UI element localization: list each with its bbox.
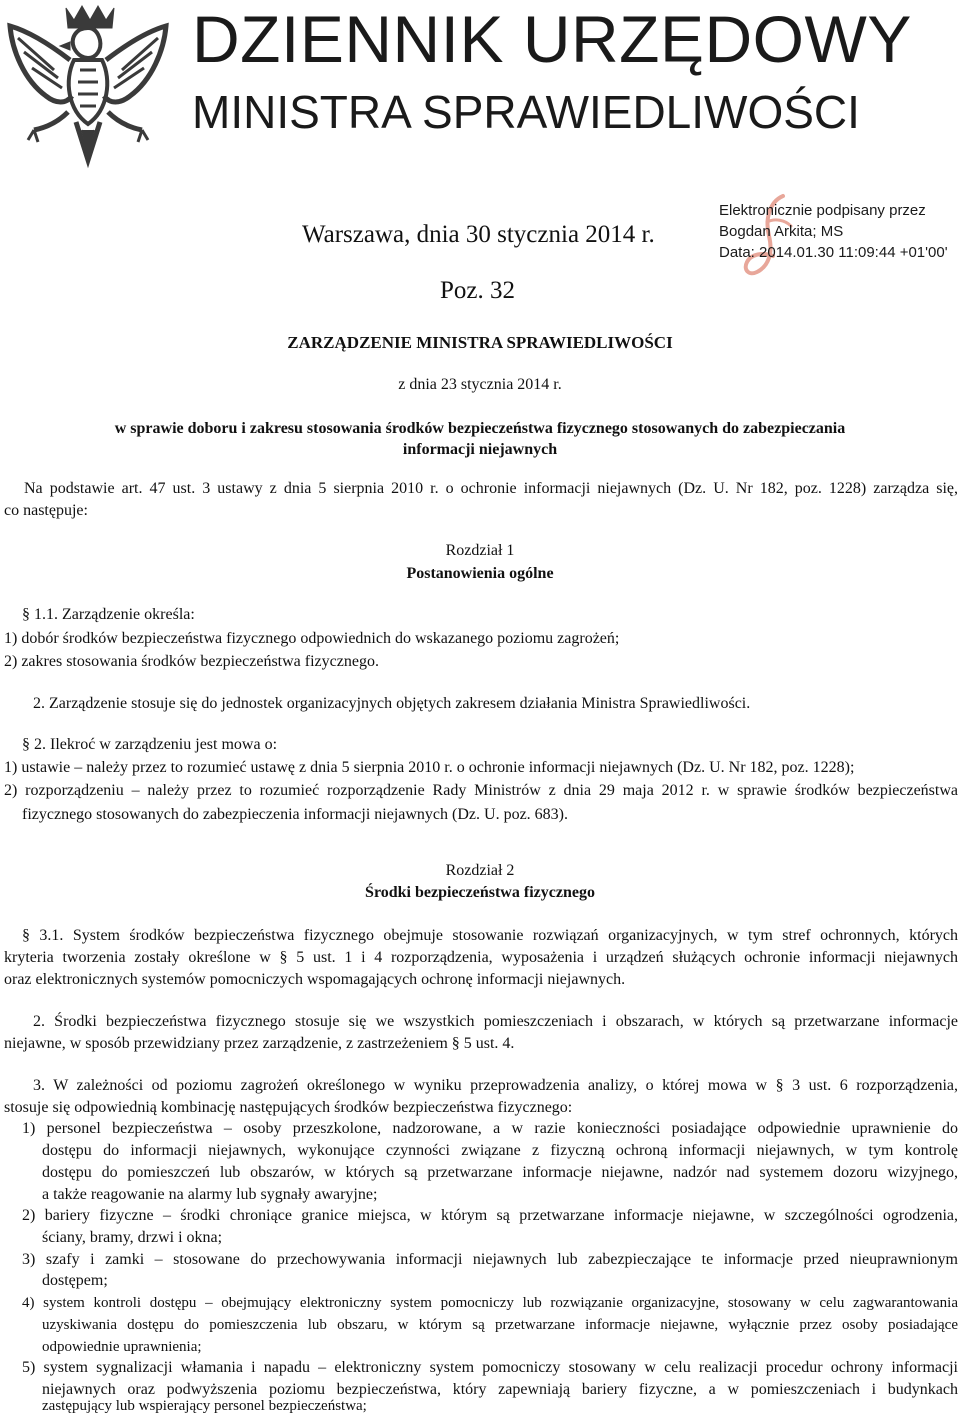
- measure-item-4-line-3: odpowiednie uprawnienia;: [42, 1339, 202, 1355]
- paragraph-2-item-2-line-1: 2) rozporządzeniu – należy przez to rozumieć rozporządzenie Rady Ministrów z dnia 29 maja 2012 r. w sprawie środków bezpieczeństwa: [4, 782, 958, 799]
- document-subject-line-2: informacji niejawnych: [402, 441, 558, 458]
- polish-eagle-emblem-icon: [4, 0, 172, 172]
- measure-item-2-line-1: 2) bariery fizyczne – środki chroniące granice miejsca, w którym są przetwarzane informacje niejawne, w szczególności ogrodzenia,: [22, 1207, 958, 1224]
- signature-signed-by: Elektronicznie podpisany przez: [719, 202, 926, 219]
- paragraph-3-2-line-1: 2. Środki bezpieczeństwa fizycznego stosuje się we wszystkich pomieszczeniach i obszarach, w których są przetwarzane informacje: [33, 1013, 958, 1030]
- paragraph-2-item-2-line-2: fizycznego stosowanych do zabezpieczenia informacji niejawnych (Dz. U. poz. 683).: [22, 806, 568, 823]
- measure-item-3-line-1: 3) szafy i zamki – stosowane do przechowywania informacji niejawnych lub zabezpieczające te informacje przed nieuprawnionym: [22, 1251, 958, 1268]
- paragraph-3-1-line-1: § 3.1. System środków bezpieczeństwa fizycznego obejmuje stosowanie rozwiązań organizacyjnych, w tym stref ochronnych, których: [22, 927, 958, 944]
- paragraph-1-2: 2. Zarządzenie stosuje się do jednostek organizacyjnych objętych zakresem działania Ministra Sprawiedliwości.: [33, 695, 751, 712]
- chapter-1-title: Postanowienia ogólne: [406, 565, 554, 582]
- journal-title: DZIENNIK URZĘDOWY: [192, 2, 912, 76]
- measure-item-3-line-2: dostępem;: [42, 1272, 108, 1289]
- paragraph-1-1-item-2: 2) zakres stosowania środków bezpieczeństwa fizycznego.: [4, 653, 379, 670]
- measure-item-5-line-2: niejawnych oraz podwyższenia poziomu bezpieczeństwa, który zapewniają bariery fizyczne, a w pomieszczeniach i budynkach: [42, 1381, 958, 1398]
- position-number: Poz. 32: [440, 277, 515, 304]
- paragraph-3-1-line-2: kryteria tworzenia zostały określone w § 5 ust. 1 i 4 rozporządzenia, wyposażenia i urządzeń służących ochronie informacji niejawnych: [4, 949, 958, 966]
- document-heading: ZARZĄDZENIE MINISTRA SPRAWIEDLIWOŚCI: [287, 333, 673, 352]
- chapter-2-label: Rozdział 2: [445, 862, 515, 879]
- chapter-1-label: Rozdział 1: [445, 542, 515, 559]
- measure-item-5-line-1: 5) system sygnalizacji włamania i napadu – elektroniczny system pomocniczy stosowany w celu realizacji procedur ochrony informacji: [22, 1359, 958, 1376]
- measure-item-4-line-1: 4) system kontroli dostępu – obejmujący elektroniczny system pomocniczy lub rozwiązanie organizacyjne, stosowany w celu zagwarantowania: [22, 1295, 958, 1311]
- chapter-2-title: Środki bezpieczeństwa fizycznego: [365, 884, 595, 901]
- publication-date: Warszawa, dnia 30 stycznia 2014 r.: [302, 221, 655, 248]
- journal-subtitle: MINISTRA SPRAWIEDLIWOŚCI: [192, 86, 860, 138]
- signature-signer: Bogdan Arkita; MS: [719, 223, 844, 240]
- paragraph-3-3-line-1: 3. W zależności od poziomu zagrożeń określonego w wyniku przeprowadzenia analizy, o której mowa w § 3 ust. 6 rozporządzenia,: [33, 1077, 958, 1094]
- measure-item-1-line-3: dostępu do pomieszczeń lub obszarów, w których są przetwarzane informacje niejawne, nadzór nad systemem dozoru wizyjnego,: [42, 1164, 958, 1181]
- measure-item-4-line-2: uzyskiwania dostępu do pomieszczenia lub obszaru, w którym są przetwarzane informacje niejawne, wyłącznie przez osoby posiadające: [42, 1317, 958, 1333]
- measure-item-1-line-2: dostępu do informacji niejawnych, wykonujące czynności związane z fizyczną ochroną informacji niejawnych, w tym kontrolę: [42, 1142, 958, 1159]
- paragraph-2-item-1: 1) ustawie – należy przez to rozumieć ustawę z dnia 5 sierpnia 2010 r. o ochronie informacji niejawnych (Dz. U. Nr 182, poz. 1228);: [4, 759, 855, 776]
- document-subject-line-1: w sprawie doboru i zakresu stosowania środków bezpieczeństwa fizycznego stosowanych do zabezpieczania: [114, 420, 846, 437]
- preamble-line-2: co następuje:: [4, 502, 88, 519]
- preamble-line-1: Na podstawie art. 47 ust. 3 ustawy z dnia 5 sierpnia 2010 r. o ochronie informacji niejawnych (Dz. U. Nr 182, poz. 1228) zarządza się,: [24, 480, 958, 497]
- paragraph-1-1: § 1.1. Zarządzenie określa:: [22, 606, 195, 623]
- measure-item-1-line-1: 1) personel bezpieczeństwa – osoby przeszkolone, nadzorowane, a w razie konieczności posiadające odpowiednie uprawnienie do: [22, 1120, 958, 1137]
- paragraph-2: § 2. Ilekroć w zarządzeniu jest mowa o:: [22, 736, 278, 753]
- measure-item-1-line-4: a także reagowanie na alarmy lub sygnały awaryjne;: [42, 1186, 378, 1203]
- paragraph-3-2-line-2: niejawne, w sposób przewidziany przez zarządzenie, z zastrzeżeniem § 5 ust. 4.: [4, 1035, 515, 1052]
- document-date: z dnia 23 stycznia 2014 r.: [398, 376, 562, 393]
- paragraph-1-1-item-1: 1) dobór środków bezpieczeństwa fizycznego odpowiednich do wskazanego poziomu zagrożeń;: [4, 630, 620, 647]
- measure-item-2-line-2: ściany, bramy, drzwi i okna;: [42, 1229, 223, 1246]
- signature-date: Data: 2014.01.30 11:09:44 +01'00': [719, 244, 948, 261]
- measure-item-5-line-3: zastępujący lub wspierający personel bezpieczeństwa;: [42, 1398, 367, 1414]
- electronic-signature: [719, 200, 959, 268]
- paragraph-3-3-line-2: stosuje się odpowiednią kombinację następujących środków bezpieczeństwa fizycznego:: [4, 1099, 573, 1116]
- paragraph-3-1-line-3: oraz elektronicznych systemów pomocniczych wspomagających ochronę informacji niejawnych.: [4, 971, 626, 988]
